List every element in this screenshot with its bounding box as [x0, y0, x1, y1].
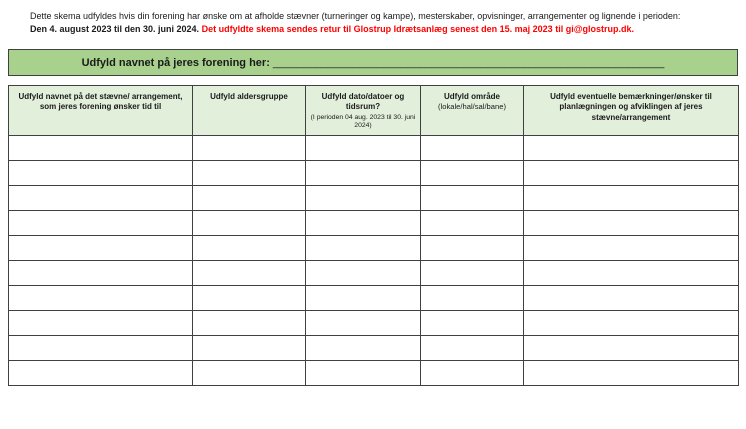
- table-cell[interactable]: [193, 261, 306, 286]
- table-cell[interactable]: [9, 286, 193, 311]
- table-row: [9, 286, 739, 311]
- table-cell[interactable]: [524, 286, 739, 311]
- table-cell[interactable]: [421, 361, 524, 386]
- table-cell[interactable]: [524, 336, 739, 361]
- table-cell[interactable]: [193, 136, 306, 161]
- table-cell[interactable]: [193, 361, 306, 386]
- forening-name-banner: [8, 49, 738, 76]
- table-cell[interactable]: [306, 261, 421, 286]
- table-cell[interactable]: [9, 136, 193, 161]
- intro-line1: [30, 10, 718, 23]
- table-cell[interactable]: [9, 236, 193, 261]
- column-header-age-group-label: Udfyld aldersgruppe: [210, 92, 288, 102]
- column-header-date-time-subtext: (I perioden 04 aug. 2023 til 30. juni 2024): [310, 113, 416, 130]
- intro-text: [30, 10, 718, 36]
- intro-description: Dette skema udfyldes hvis din forening har ønske om at afholde stævner (turneringer og kampe), mesterskaber, opvisninger, arrangementer og lignende i perioden:: [30, 11, 681, 21]
- table-row: [9, 336, 739, 361]
- period-text: Den 4. august 2023 til den 30. juni 2024.: [30, 24, 200, 35]
- table-row: [9, 361, 739, 386]
- table-cell[interactable]: [9, 186, 193, 211]
- column-header-area-label: Udfyld område: [443, 92, 500, 102]
- table-cell[interactable]: [524, 236, 739, 261]
- table-cell[interactable]: [193, 311, 306, 336]
- table-cell[interactable]: [306, 311, 421, 336]
- column-header-event-name-label: Udfyld navnet på det stævne/ arrangement, som jeres forening ønsker tid til: [18, 92, 183, 112]
- table-row: [9, 211, 739, 236]
- table-cell[interactable]: [421, 136, 524, 161]
- table-cell[interactable]: [524, 211, 739, 236]
- table-cell[interactable]: [306, 186, 421, 211]
- table-cell[interactable]: [306, 236, 421, 261]
- table-cell[interactable]: [306, 286, 421, 311]
- table-cell[interactable]: [193, 186, 306, 211]
- table-cell[interactable]: [524, 311, 739, 336]
- column-header-age-group: [193, 86, 306, 136]
- table-cell[interactable]: [9, 361, 193, 386]
- table-cell[interactable]: [306, 336, 421, 361]
- column-header-date-time-label: Udfyld dato/datoer og tidsrum?: [321, 92, 405, 112]
- table-cell[interactable]: [306, 136, 421, 161]
- deadline-text: Det udfyldte skema sendes retur til Glostrup Idrætsanlæg senest den 15. maj 2023 til gi@glostrup.dk.: [201, 24, 634, 35]
- table-cell[interactable]: [421, 336, 524, 361]
- table-cell[interactable]: [306, 361, 421, 386]
- table-row: [9, 161, 739, 186]
- table-cell[interactable]: [421, 311, 524, 336]
- table-cell[interactable]: [9, 161, 193, 186]
- table-cell[interactable]: [306, 161, 421, 186]
- table-cell[interactable]: [524, 261, 739, 286]
- table-cell[interactable]: [421, 236, 524, 261]
- column-header-date-time: [306, 86, 421, 136]
- table-cell[interactable]: [524, 361, 739, 386]
- forening-name-label: Udfyld navnet på jeres forening her:: [81, 56, 270, 69]
- table-cell[interactable]: [193, 161, 306, 186]
- table-cell[interactable]: [193, 286, 306, 311]
- table-cell[interactable]: [9, 211, 193, 236]
- column-header-area: [421, 86, 524, 136]
- intro-line2: [30, 23, 718, 36]
- table-cell[interactable]: [524, 186, 739, 211]
- table-row: [9, 261, 739, 286]
- table-row: [9, 311, 739, 336]
- table-row: [9, 236, 739, 261]
- table-row: [9, 186, 739, 211]
- table-cell[interactable]: [306, 211, 421, 236]
- table-cell[interactable]: [9, 311, 193, 336]
- column-header-event-name: [9, 86, 193, 136]
- table-cell[interactable]: [9, 336, 193, 361]
- table-cell[interactable]: [193, 211, 306, 236]
- table-cell[interactable]: [421, 161, 524, 186]
- table-cell[interactable]: [524, 161, 739, 186]
- table-header-row: [9, 86, 739, 136]
- table-cell[interactable]: [193, 236, 306, 261]
- table-cell[interactable]: [524, 136, 739, 161]
- table-cell[interactable]: [421, 261, 524, 286]
- table-body: [9, 136, 739, 386]
- column-header-area-subtext: (lokale/hal/sal/bane): [438, 102, 506, 112]
- column-header-remarks-label: Udfyld eventuelle bemærkninger/ønsker til planlægningen og afviklingen af jeres stævne/arrangement: [550, 92, 712, 122]
- event-schedule-table: [8, 85, 739, 386]
- table-row: [9, 136, 739, 161]
- forening-name-blank[interactable]: ________________________________________________________________: [272, 56, 665, 69]
- table-cell[interactable]: [9, 261, 193, 286]
- table-cell[interactable]: [193, 336, 306, 361]
- table-cell[interactable]: [421, 211, 524, 236]
- column-header-remarks: [524, 86, 739, 136]
- table-cell[interactable]: [421, 186, 524, 211]
- form-page: [0, 10, 746, 429]
- table-cell[interactable]: [421, 286, 524, 311]
